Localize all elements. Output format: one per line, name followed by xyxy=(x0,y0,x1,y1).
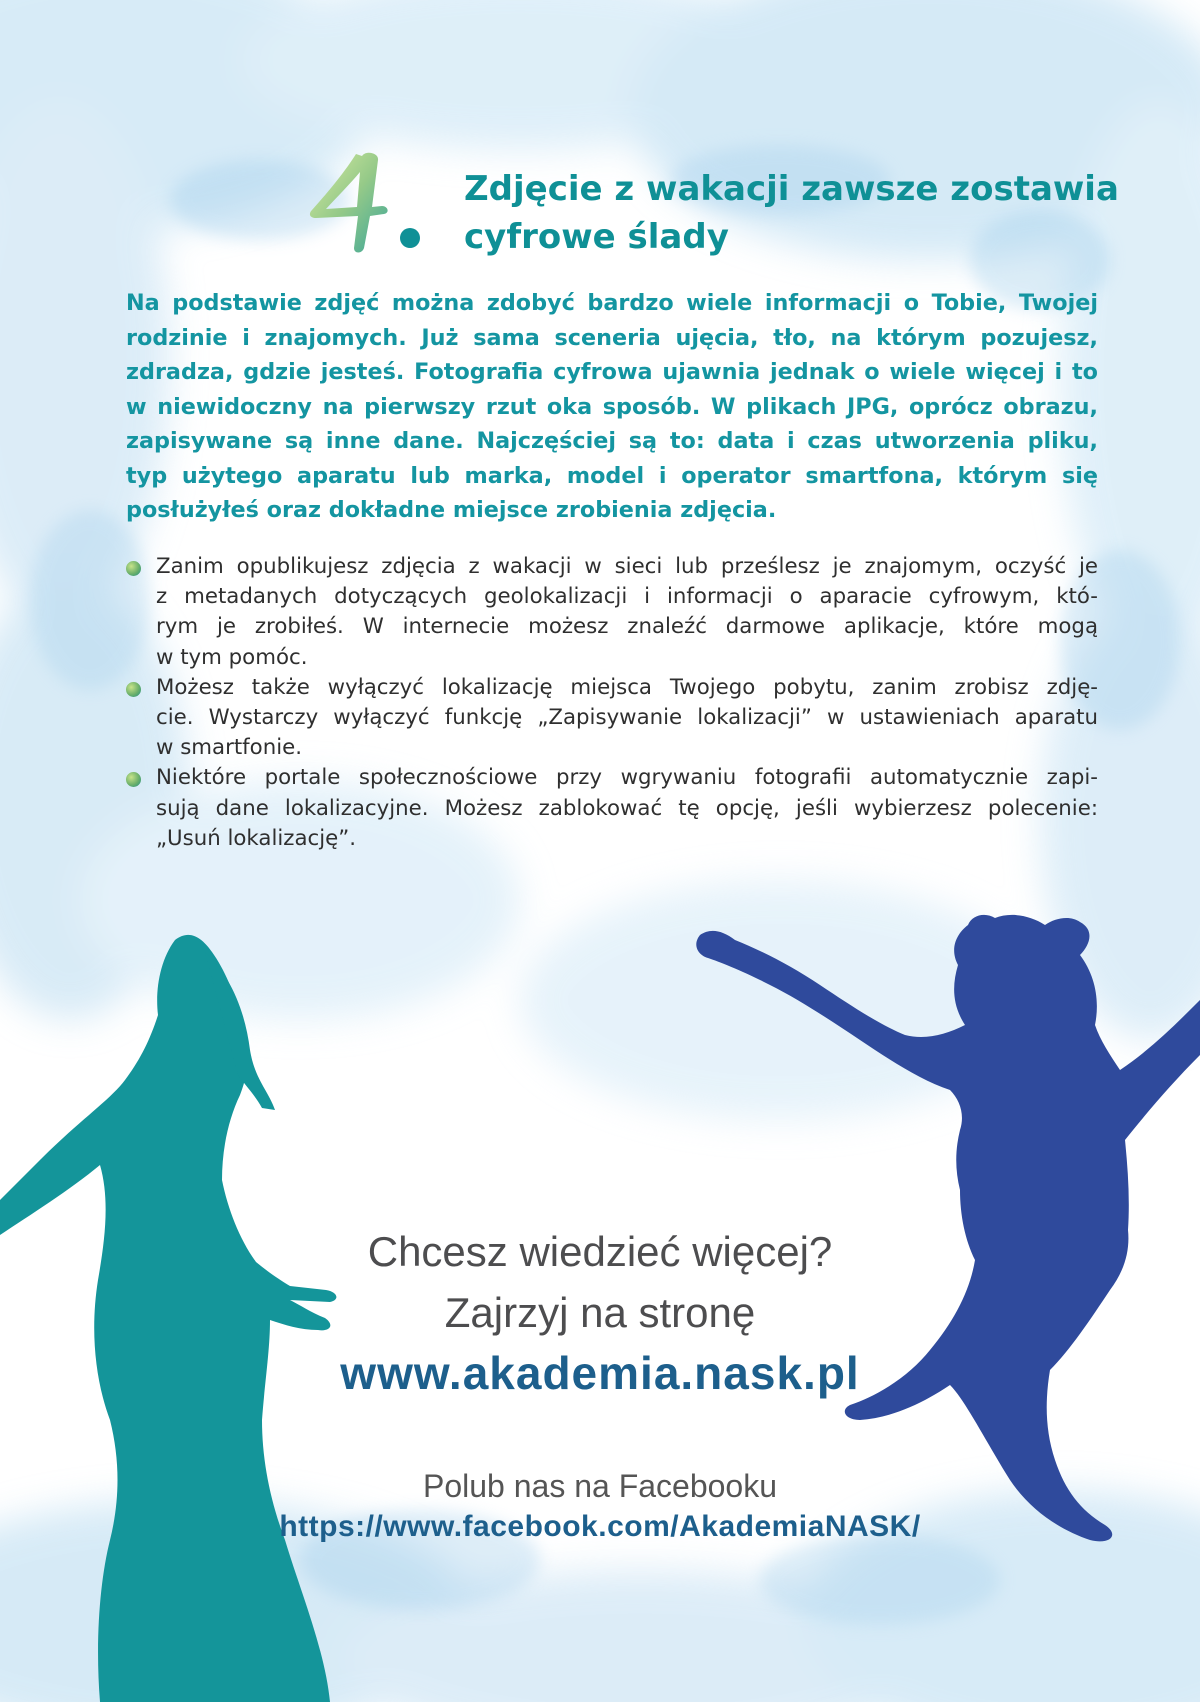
gradient-dot-icon xyxy=(126,772,141,787)
section-title xyxy=(464,165,1164,261)
tip-line: sują dane lokalizacyjne. Możesz zablokować tę opcję, jeśli wybierzesz polecenie: xyxy=(156,795,1098,821)
intro-line: zdradza, gdzie jesteś. Fotografia cyfrowa ujawnia jednak o wiele więcej i to xyxy=(126,359,1098,385)
tip-line: z metadanych dotyczących geolokalizacji i informacji o aparacie cyfrowym, któ- xyxy=(156,584,1098,610)
tip-line: cie. Wystarczy wyłączyć funkcję „Zapisywanie lokalizacji” w ustawieniach aparatu xyxy=(156,705,1098,731)
gradient-dot-icon xyxy=(126,561,141,576)
intro-paragraph xyxy=(126,286,1098,528)
intro-line: typ użytego aparatu lub marka, model i operator smartfona, którym się xyxy=(126,462,1098,489)
section-title-line: cyfrowe ślady xyxy=(464,217,729,257)
intro-line: rodzinie i znajomych. Już sama sceneria ujęcia, tło, na którym pozujesz, xyxy=(126,324,1098,351)
promo-visit-text: Zajrzyj na stronę xyxy=(444,1289,756,1336)
tip-line: w smartfonie. xyxy=(156,735,303,761)
intro-line: zapisywane są inne dane. Najczęściej są to: data i czas utworzenia pliku, xyxy=(126,428,1098,454)
tip-line: Możesz także wyłączyć lokalizację miejsca Twojego pobytu, zanim zrobisz zdję- xyxy=(156,674,1098,700)
tip-line: Niektóre portale społecznościowe przy wgrywaniu fotografii automatycznie zapi- xyxy=(156,765,1098,791)
intro-line: posłużyłeś oraz dokładne miejsce zrobienia zdjęcia. xyxy=(126,497,777,523)
gradient-dot-icon xyxy=(126,682,141,697)
website-link[interactable]: www.akademia.nask.pl xyxy=(340,1347,860,1399)
tips-list xyxy=(126,552,1098,854)
intro-line: Na podstawie zdjęć można zdobyć bardzo wiele informacji o Tobie, Twojej xyxy=(126,290,1098,316)
list-item xyxy=(126,673,1098,764)
title-dot-icon xyxy=(400,228,420,248)
promo-question: Chcesz wiedzieć więcej? xyxy=(367,1228,833,1275)
intro-line: w niewidoczny na pierwszy rzut oka sposób. W plikach JPG, oprócz obrazu, xyxy=(126,393,1098,420)
list-item xyxy=(126,552,1098,673)
facebook-link[interactable]: https://www.facebook.com/AkademiaNASK/ xyxy=(279,1510,921,1543)
list-item xyxy=(126,763,1098,854)
tip-line: w tym pomóc. xyxy=(156,644,308,670)
tip-line: „Usuń lokalizację”. xyxy=(156,825,357,851)
tip-line: rym je zrobiłeś. W internecie możesz znaleźć darmowe aplikacje, które mogą xyxy=(156,614,1098,640)
facebook-label: Polub nas na Facebooku xyxy=(422,1468,778,1504)
section-title-line: Zdjęcie z wakacji zawsze zostawia xyxy=(464,169,1119,209)
tip-line: Zanim opublikujesz zdjęcia z wakacji w sieci lub prześlesz je znajomym, oczyść je xyxy=(156,554,1098,579)
brush-number-glyph xyxy=(300,150,430,260)
